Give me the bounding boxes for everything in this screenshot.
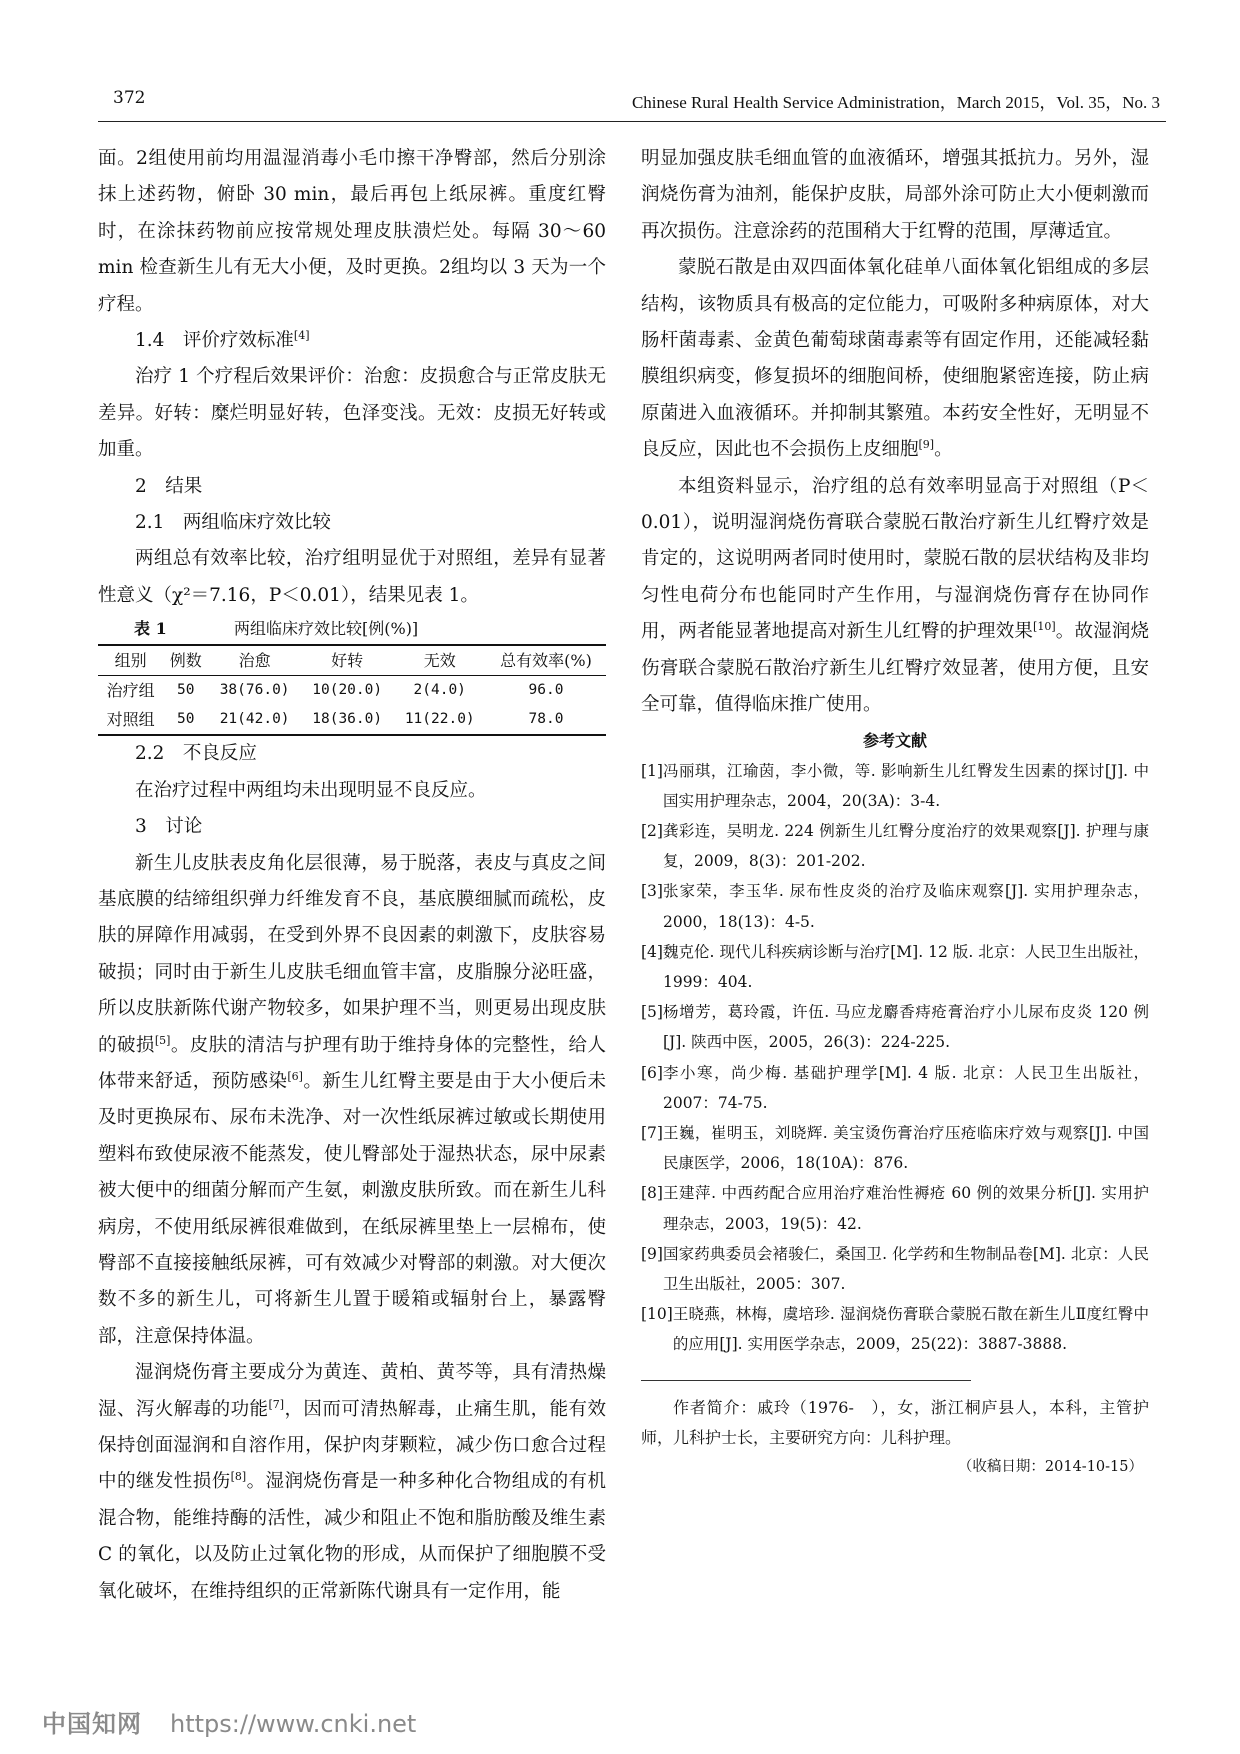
reference-tag: [2]: [641, 821, 663, 840]
reference-text: 张家荣，李玉华. 尿布性皮炎的治疗及临床观察[J]. 实用护理杂志，2000，18(13)：4-5.: [662, 882, 1149, 931]
reference-item: [641, 756, 1149, 816]
citation-6: [6]: [287, 1069, 303, 1083]
reference-tag: [3]: [641, 882, 663, 901]
reference-tag: [1]: [641, 761, 663, 780]
section-heading-2-1: 2.1 两组临床疗效比较: [135, 512, 331, 534]
cnki-url[interactable]: https://www.cnki.net: [170, 1710, 417, 1738]
reference-text: 魏克伦. 现代儿科疾病诊断与治疗[M]. 12 版. 北京：人民卫生出版社，1999：404.: [662, 942, 1149, 991]
section-heading-2-2: 2.2 不良反应: [135, 743, 257, 765]
watermark-footer: [42, 1704, 416, 1739]
table-caption: [98, 614, 606, 644]
reference-item: [641, 1299, 1149, 1359]
reference-text: 冯丽琪，江瑜茵，李小微，等. 影响新生儿红臀发生因素的探讨[J]. 中国实用护理杂志，2004，20(3A)：3-4.: [662, 761, 1149, 810]
reference-tag: [8]: [641, 1184, 663, 1203]
table-header-cell: 总有效率(%): [500, 651, 592, 671]
received-date: （收稿日期：2014-10-15）: [957, 1458, 1143, 1475]
citation-8: [8]: [230, 1470, 247, 1484]
table-row: [98, 705, 606, 735]
table-header-cell: 组别: [114, 651, 147, 671]
citation-5: [5]: [154, 1033, 171, 1047]
heading-text: 1.4 评价疗效标准: [135, 330, 294, 352]
text-run: 。皮肤的清洁与护理有助于维持身体的完整性，给人体带来舒适，预防感染: [98, 1034, 606, 1092]
reference-item: [641, 1118, 1149, 1178]
table-cell: 2(4.0): [413, 682, 466, 699]
text-run: 。新生儿红臀主要是由于大小便后未及时更换尿布、尿布未洗净、对一次性纸尿裤过敏或长期使用塑料布致使尿液不能蒸发，使儿臀部处于湿热状态，尿中尿素被大便中的细菌分解而产生氨，刺激皮肤所致。而在新生儿科病房，不使用纸尿裤很难做到，在纸尿裤里垫上一层棉布，使臀部不直接接触纸尿裤，可有效减少对臀部的刺激。对大便次数不多的新生儿，可将新生儿置于暖箱或辐射台上，暴露臀部，注意保持体温。: [98, 1070, 606, 1347]
paragraph-criteria: 治疗 1 个疗程后效果评价：治愈：皮损愈合与正常皮肤无差异。好转：糜烂明显好转，色泽变浅。无效：皮损无好转或加重。: [98, 366, 606, 461]
text-run: 湿润烧伤膏主要成分为黄连、黄柏、黄芩等，具有清热燥湿、泻火解毒的功能: [98, 1362, 606, 1420]
citation-10: [10]: [1033, 620, 1056, 634]
text-run: ，因而可清热解毒，止痛生肌，能有效保持创面湿润和自溶作用，保护肉芽颗粒，减少伤口愈合过程中的继发性损伤: [98, 1398, 606, 1493]
author-note: 作者简介：戚玲（1976- ），女，浙江桐庐县人，本科，主管护师，儿科护士长，主要研究方向：儿科护理。: [641, 1397, 1149, 1447]
reference-tag: [7]: [641, 1123, 663, 1142]
table-cell: 38(76.0): [219, 682, 290, 699]
text-run: 蒙脱石散是由双四面体氧化硅单八面体氧化铝组成的多层结构，该物质具有极高的定位能力，可吸附多种病原体，对大肠杆菌毒素、金黄色葡萄球菌毒素等有固定作用，还能减轻黏膜组织病变，修复损坏的细胞间桥，使细胞紧密连接，防止病原菌进入血液循环。并抑制其繁殖。本药安全性好，无明显不良反应，因此也不会损伤上皮细胞: [641, 257, 1149, 461]
table-cell: 11(22.0): [404, 711, 475, 728]
text-run: 。: [934, 439, 953, 461]
cnki-logo: 中国知网: [42, 1710, 142, 1738]
reference-text: 杨增芳，葛玲霞，许伍. 马应龙麝香痔疮膏治疗小儿尿布皮炎 120 例[J]. 陕西中医，2005，26(3)：224-225.: [662, 1003, 1149, 1052]
reference-tag: [9]: [641, 1244, 663, 1263]
reference-item: [641, 1239, 1149, 1299]
table-cell: 96.0: [528, 682, 564, 699]
table-cell: 对照组: [106, 710, 155, 730]
table-header-cell: 无效: [423, 651, 456, 671]
reference-item: [641, 997, 1149, 1057]
table-cell: 50: [177, 711, 195, 728]
text-run: 本组资料显示，治疗组的总有效率明显高于对照组（P＜0.01），说明湿润烧伤膏联合蒙脱石散治疗新生儿红臀疗效是肯定的，这说明两者同时使用时，蒙脱石散的层状结构及非均匀性电荷分布也能同时产生作用，与湿润烧伤膏存在协同作用，两者能显著地提高对新生儿红臀的护理效果: [641, 475, 1149, 643]
reference-text: 王巍，崔明玉，刘晓辉. 美宝烫伤膏治疗压疮临床疗效与观察[J]. 中国民康医学，2006，18(10A)：876.: [662, 1123, 1149, 1173]
reference-item: [641, 937, 1149, 997]
text-run: 。湿润烧伤膏是一种多种化合物组成的有机混合物，能维持酶的活性，减少和阻止不饱和脂肪酸及维生素 C 的氧化，以及防止过氧化物的形成，从而保护了细胞膜不受氧化破坏，在维持组织的正常新陈代谢具有一定作用，能: [98, 1471, 606, 1602]
text-run: 新生儿皮肤表皮角化层很薄，易于脱落，表皮与真皮之间基底膜的结缔组织弹力纤维发育不良，基底膜细腻而疏松，皮肤的屏障作用减弱，在受到外界不良因素的刺激下，皮肤容易破损；同时由于新生儿皮肤毛细血管丰富，皮脂腺分泌旺盛，所以皮肤新陈代谢产物较多，如果护理不当，则更易出现皮肤的破损: [98, 852, 606, 1056]
table-cell: 10(20.0): [312, 682, 383, 699]
reference-text: 李小寒，尚少梅. 基础护理学[M]. 4 版. 北京：人民卫生出版社，2007：74-75.: [662, 1063, 1149, 1112]
citation-9: [9]: [918, 438, 935, 452]
reference-text: 国家药典委员会褚骏仁，桑国卫. 化学药和生物制品卷[M]. 北京：人民卫生出版社，2005：307.: [662, 1244, 1149, 1293]
results-table: [98, 644, 606, 736]
left-column: [98, 141, 606, 1610]
paragraph-results: 两组总有效率比较，治疗组明显优于对照组，差异有显著性意义（χ²＝7.16，P＜0.01），结果见表 1。: [98, 548, 606, 606]
section-heading-3: 3 讨论: [135, 816, 203, 838]
section-heading-2: 2 结果: [135, 475, 203, 497]
table-cell: 18(36.0): [312, 711, 383, 728]
text-run: 。故湿润烧伤膏联合蒙脱石散治疗新生儿红臀疗效显著，使用方便，且安全可靠，值得临床推广使用。: [641, 621, 1149, 716]
reference-text: 王晓燕，林梅，虞培珍. 湿润烧伤膏联合蒙脱石散在新生儿Ⅱ度红臀中的应用[J]. 实用医学杂志，2009，25(22)：3887-3888.: [672, 1305, 1149, 1354]
citation-7: [7]: [268, 1397, 285, 1411]
reference-text: 龚彩连，吴明龙. 224 例新生儿红臀分度治疗的效果观察[J]. 护理与康复，2009，8(3)：201-202.: [662, 821, 1149, 871]
table-cell: 21(42.0): [219, 711, 290, 728]
reference-item: [641, 1058, 1149, 1118]
reference-tag: [6]: [641, 1063, 663, 1082]
table-row: [98, 676, 606, 706]
paragraph-discussion-1: [98, 846, 606, 1356]
paragraph-adverse: 在治疗过程中两组均未出现明显不良反应。: [135, 779, 487, 801]
paragraph-method-continued: 面。2组使用前均用温湿消毒小毛巾擦干净臀部，然后分别涂抹上述药物，俯卧 30 min，最后再包上纸尿裤。重度红臀时，在涂抹药物前应按常规处理皮肤溃烂处。每隔 30～60 min 检查新生儿有无大小便，及时更换。2组均以 3 天为一个疗程。: [98, 148, 606, 315]
reference-text: 王建萍. 中西药配合应用治疗难治性褥疮 60 例的效果分析[J]. 实用护理杂志，2003，19(5)：42.: [662, 1184, 1149, 1233]
reference-item: [641, 1178, 1149, 1238]
table-header-row: [98, 645, 606, 676]
journal-running-header: Chinese Rural Health Service Administration，March 2015，Vol. 35，No. 3: [631, 93, 1160, 112]
table-cell: 治疗组: [106, 681, 155, 701]
header-rule: [98, 121, 1166, 122]
reference-item: [641, 816, 1149, 876]
reference-tag: [4]: [641, 942, 663, 961]
table-header-cell: 好转: [331, 651, 364, 671]
reference-tag: [5]: [641, 1003, 663, 1022]
table-cell: 78.0: [528, 711, 564, 728]
footnote-rule: [641, 1380, 971, 1381]
table-header-cell: 治愈: [238, 651, 271, 671]
paragraph-montmorillonite: [641, 250, 1149, 468]
reference-list: [641, 756, 1149, 1360]
table-number: 表 1: [134, 619, 167, 639]
paragraph-discussion-continued: 明显加强皮肤毛细血管的血液循环，增强其抵抗力。另外，湿润烧伤膏为油剂，能保护皮肤，局部外涂可防止大小便刺激而再次损伤。注意涂药的范围稍大于红臀的范围，厚薄适宜。: [641, 148, 1149, 242]
citation-4: [4]: [293, 328, 310, 342]
table-cell: 50: [177, 682, 195, 699]
references-title: 参考文献: [862, 730, 927, 750]
paragraph-conclusion: [641, 469, 1149, 724]
reference-item: [641, 876, 1149, 936]
reference-tag: [10]: [641, 1305, 673, 1324]
table-title: 两组临床疗效比较[例(%)]: [234, 619, 419, 639]
right-column: [641, 141, 1149, 1481]
section-heading-1-4: [98, 323, 606, 359]
page-number: 372: [113, 88, 146, 108]
paragraph-discussion-2: [98, 1355, 606, 1610]
table-header-cell: 例数: [169, 651, 202, 671]
